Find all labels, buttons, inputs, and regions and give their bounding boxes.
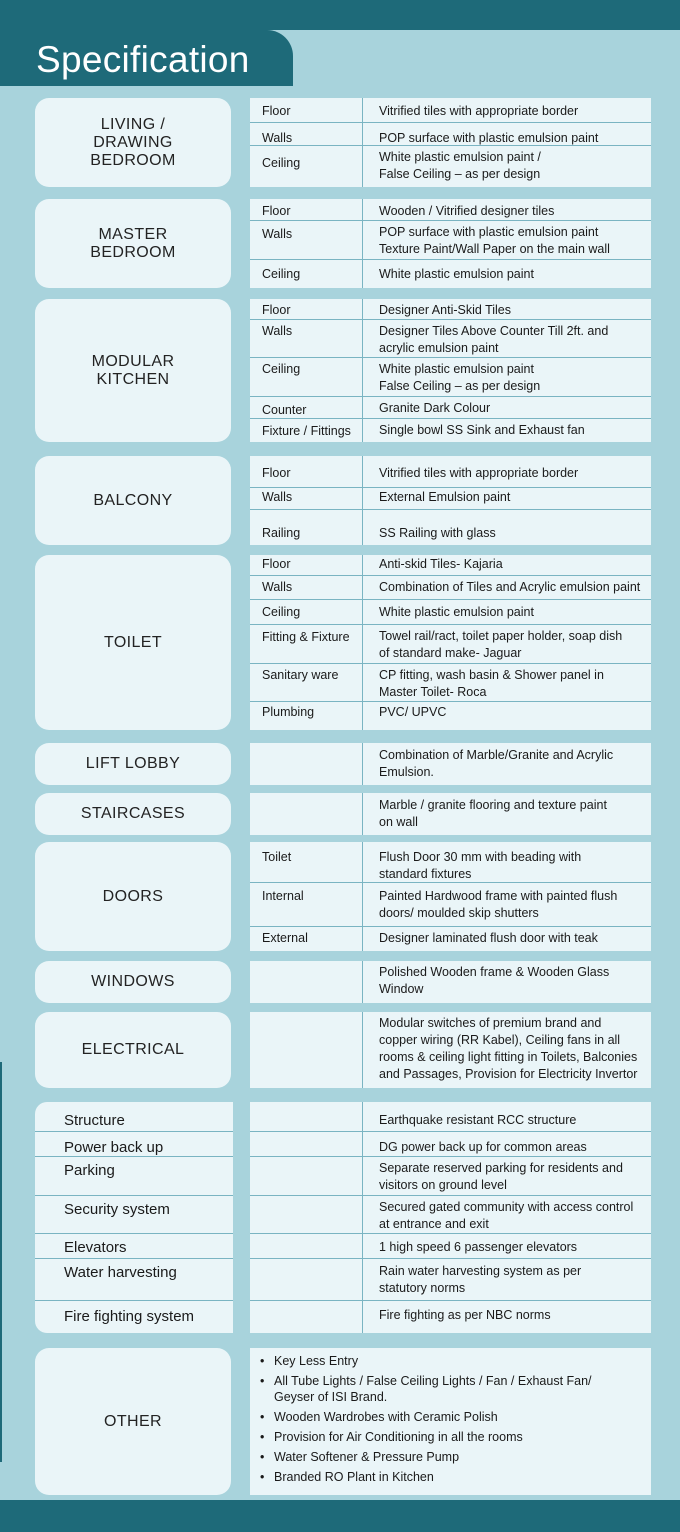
amenity-value: 1 high speed 6 passenger elevators xyxy=(379,1240,578,1254)
left-accent-line xyxy=(0,1062,2,1462)
section-label-other: OTHER xyxy=(35,1348,231,1495)
table-row xyxy=(250,1234,651,1259)
table-row xyxy=(250,1301,651,1333)
spec-item: Floor xyxy=(250,199,363,220)
table-row xyxy=(250,1259,651,1301)
spec-value: White plastic emulsion paint False Ceiling – as per design xyxy=(379,362,541,393)
spec-value: Designer laminated flush door with teak xyxy=(379,931,598,945)
table-row xyxy=(250,664,651,702)
spec-item: Fitting & Fixture xyxy=(250,625,363,663)
spec-value: External Emulsion paint xyxy=(379,490,511,504)
top-bar xyxy=(0,0,680,30)
table-row xyxy=(250,555,651,576)
spec-item xyxy=(250,793,363,835)
spec-value: POP surface with plastic emulsion paint Texture Paint/Wall Paper on the main wall xyxy=(379,225,610,256)
table-row xyxy=(250,1196,651,1234)
section-label xyxy=(35,1012,231,1088)
amenity-value: DG power back up for common areas xyxy=(379,1140,587,1154)
spec-value: CP fitting, wash basin & Shower panel in Master Toilet- Roca xyxy=(379,668,604,699)
section-table xyxy=(250,1012,651,1088)
section-table xyxy=(250,743,651,785)
list-item: • Wooden Wardrobes with Ceramic Polish xyxy=(260,1410,651,1426)
table-row xyxy=(250,702,651,730)
section-label xyxy=(35,98,231,187)
section-label-text: LIVING / DRAWING BEDROOM xyxy=(90,115,176,169)
spec-item: Floor xyxy=(250,555,363,575)
spec-item: Floor xyxy=(250,299,363,319)
list-item: • Key Less Entry xyxy=(260,1354,651,1370)
amenities-label-panel xyxy=(35,1102,233,1333)
list-item: • Branded RO Plant in Kitchen xyxy=(260,1470,651,1486)
spec-value: Designer Anti-Skid Tiles xyxy=(379,303,512,317)
table-row xyxy=(250,510,651,545)
amenity-value: Earthquake resistant RCC structure xyxy=(379,1113,577,1127)
section-table xyxy=(250,199,651,288)
section-table xyxy=(250,793,651,835)
table-row xyxy=(250,883,651,927)
spec-value: POP surface with plastic emulsion paint xyxy=(379,131,599,145)
spec-value: SS Railing with glass xyxy=(379,526,496,540)
section-label-text: LIFT LOBBY xyxy=(85,755,181,772)
spec-value: Flush Door 30 mm with beading with standard fixtures xyxy=(379,850,582,881)
spec-value: Granite Dark Colour xyxy=(379,401,491,415)
table-row xyxy=(250,260,651,288)
empty-cell xyxy=(250,1132,363,1156)
table-row xyxy=(250,456,651,488)
section-label xyxy=(35,793,231,835)
section-label-text: ELECTRICAL xyxy=(81,1041,185,1058)
section-table xyxy=(250,456,651,545)
table-row xyxy=(250,123,651,146)
table-row xyxy=(250,397,651,419)
list-item: • Water Softener & Pressure Pump xyxy=(260,1450,651,1466)
spec-item: Ceiling xyxy=(250,358,363,396)
table-row xyxy=(250,1102,651,1132)
table-row xyxy=(250,221,651,260)
spec-value: Single bowl SS Sink and Exhaust fan xyxy=(379,423,585,437)
spec-value: Combination of Marble/Granite and Acrylic Emulsion. xyxy=(379,748,614,779)
table-row xyxy=(250,842,651,883)
amenity-label: Parking xyxy=(35,1157,233,1196)
spec-item xyxy=(250,961,363,1003)
spec-item: Walls xyxy=(250,488,363,509)
table-row xyxy=(250,146,651,187)
section-label-text: WINDOWS xyxy=(91,973,175,990)
other-features-list xyxy=(250,1348,651,1495)
section-label xyxy=(35,743,231,785)
spec-item xyxy=(250,743,363,785)
spec-item: Walls xyxy=(250,123,363,145)
table-row xyxy=(250,1157,651,1196)
spec-item: Walls xyxy=(250,576,363,599)
empty-cell xyxy=(250,1301,363,1333)
table-row xyxy=(250,320,651,358)
page-title: Specification xyxy=(36,39,250,80)
spec-item: Fixture / Fittings xyxy=(250,419,363,442)
table-row xyxy=(250,625,651,664)
amenity-label: Water harvesting xyxy=(35,1259,233,1301)
table-row xyxy=(250,488,651,510)
spec-item: Floor xyxy=(250,98,363,122)
spec-value: Vitrified tiles with appropriate border xyxy=(379,104,579,118)
amenity-label: Security system xyxy=(35,1196,233,1234)
amenity-value: Fire fighting as per NBC norms xyxy=(379,1308,551,1322)
spec-item: Counter xyxy=(250,397,363,418)
spec-value: Painted Hardwood frame with painted flush doors/ moulded skip shutters xyxy=(379,889,618,920)
empty-cell xyxy=(250,1157,363,1195)
amenity-value: Secured gated community with access control at entrance and exit xyxy=(379,1200,634,1231)
spec-item xyxy=(250,1012,363,1088)
section-label-text: TOILET xyxy=(103,633,163,651)
spec-item: Floor xyxy=(250,456,363,487)
spec-value: Designer Tiles Above Counter Till 2ft. and acrylic emulsion paint xyxy=(379,324,609,355)
spec-value: Vitrified tiles with appropriate border xyxy=(379,466,579,480)
section-label-text: DOORS xyxy=(102,887,164,905)
spec-item: Sanitary ware xyxy=(250,664,363,701)
table-row xyxy=(250,927,651,951)
section-label xyxy=(35,456,231,545)
empty-cell xyxy=(250,1196,363,1233)
spec-item: Internal xyxy=(250,883,363,926)
spec-item: Railing xyxy=(250,510,363,545)
section-label-text: MASTER BEDROOM xyxy=(90,225,176,261)
amenity-label: Fire fighting system xyxy=(64,1308,195,1325)
spec-item: Walls xyxy=(250,221,363,259)
spec-value: Marble / granite flooring and texture paint on wall xyxy=(379,798,607,829)
table-row xyxy=(250,199,651,221)
table-row xyxy=(250,793,651,835)
section-table xyxy=(250,299,651,442)
amenity-value: Separate reserved parking for residents and visitors on ground level xyxy=(379,1161,623,1192)
section-label xyxy=(35,199,231,288)
spec-item: Walls xyxy=(250,320,363,357)
spec-item: External xyxy=(250,927,363,951)
amenity-label: Structure xyxy=(35,1102,233,1132)
amenity-value: Rain water harvesting system as per statutory norms xyxy=(379,1264,582,1295)
section-table xyxy=(250,842,651,951)
empty-cell xyxy=(250,1102,363,1131)
section-label-text: STAIRCASES xyxy=(80,805,186,822)
spec-item: Ceiling xyxy=(250,260,363,288)
spec-value: Polished Wooden frame & Wooden Glass Window xyxy=(379,965,610,996)
table-row xyxy=(250,961,651,1003)
table-row xyxy=(250,358,651,397)
list-item: • All Tube Lights / False Ceiling Lights / Fan / Exhaust Fan/ Geyser of ISI Brand. xyxy=(260,1374,651,1405)
spec-value: Combination of Tiles and Acrylic emulsion paint xyxy=(379,580,641,594)
section-table xyxy=(250,961,651,1003)
section-label xyxy=(35,961,231,1003)
section-label-text: MODULAR KITCHEN xyxy=(91,352,175,388)
spec-value: White plastic emulsion paint / False Ceiling – as per design xyxy=(379,150,541,181)
table-row xyxy=(250,1132,651,1157)
spec-value: White plastic emulsion paint xyxy=(379,267,534,281)
spec-item: Ceiling xyxy=(250,146,363,187)
table-row xyxy=(250,419,651,442)
section-label xyxy=(35,842,231,951)
spec-item: Ceiling xyxy=(250,600,363,624)
spec-value: White plastic emulsion paint xyxy=(379,605,534,619)
amenity-label: Power back up xyxy=(35,1132,233,1157)
table-row xyxy=(250,576,651,600)
spec-item: Plumbing xyxy=(250,702,363,730)
section-label xyxy=(35,555,231,730)
spec-value: Modular switches of premium brand and copper wiring (RR Kabel), Ceiling fans in all rooms & ceiling light fitting in Toilets, Balconies and Passages, Provision for Electricity Invertor xyxy=(379,1016,638,1081)
list-item: • Provision for Air Conditioning in all the rooms xyxy=(260,1430,651,1446)
table-row xyxy=(250,600,651,625)
amenities-table xyxy=(250,1102,651,1333)
section-label-text: BALCONY xyxy=(93,491,173,509)
empty-cell xyxy=(250,1259,363,1300)
bottom-bar xyxy=(0,1500,680,1532)
section-label xyxy=(35,299,231,442)
title-tab xyxy=(0,30,293,86)
table-row xyxy=(250,743,651,785)
table-row xyxy=(250,1012,651,1088)
spec-value: PVC/ UPVC xyxy=(379,705,447,719)
spec-value: Towel rail/ract, toilet paper holder, soap dish of standard make- Jaguar xyxy=(379,629,623,660)
empty-cell xyxy=(250,1234,363,1258)
spec-value: Anti-skid Tiles- Kajaria xyxy=(379,557,503,571)
table-row xyxy=(250,98,651,123)
table-row xyxy=(250,299,651,320)
amenity-label: Elevators xyxy=(35,1234,233,1259)
section-table xyxy=(250,555,651,730)
spec-item: Toilet xyxy=(250,842,363,882)
section-table xyxy=(250,98,651,187)
spec-value: Wooden / Vitrified designer tiles xyxy=(379,204,555,218)
